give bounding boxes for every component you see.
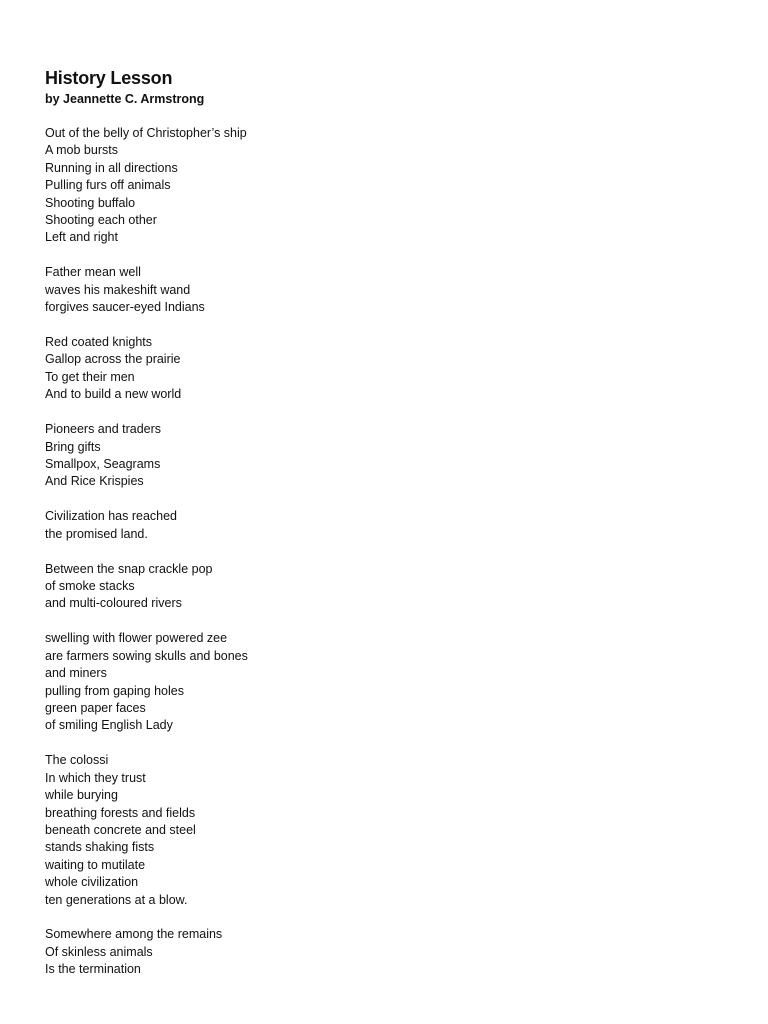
poem-line: forgives saucer-eyed Indians bbox=[45, 300, 205, 315]
poem-line: waiting to mutilate bbox=[45, 857, 146, 872]
poem-line: Gallop across the prairie bbox=[45, 352, 181, 367]
poem-line: And Rice Krispies bbox=[45, 474, 144, 489]
poem-line: are farmers sowing skulls and bones bbox=[45, 648, 248, 663]
poem-line: The colossi bbox=[45, 753, 109, 768]
poem-line: green paper faces bbox=[45, 700, 146, 715]
stanza-3 bbox=[45, 334, 735, 404]
poem-line: Smallpox, Seagrams bbox=[45, 457, 161, 471]
poem-line: swelling with flower powered zee bbox=[45, 631, 228, 646]
poem-line: ten generations at a blow. bbox=[45, 892, 188, 907]
stanza-2 bbox=[45, 264, 735, 316]
poem-line: Red coated knights bbox=[45, 335, 153, 350]
poem-line: Is the termination bbox=[45, 962, 141, 977]
stanza-7 bbox=[45, 630, 735, 734]
poem-line: breathing forests and fields bbox=[45, 805, 196, 820]
poem-title: History Lesson bbox=[45, 68, 173, 88]
stanza-4 bbox=[45, 421, 735, 491]
poem-line: and multi-coloured rivers bbox=[45, 596, 182, 611]
stanza-8 bbox=[45, 752, 735, 909]
stanza-6 bbox=[45, 561, 735, 613]
poem-line: Out of the belly of Christopher’s ship bbox=[45, 126, 247, 140]
poem-line: Shooting each other bbox=[45, 213, 157, 228]
poem-line: stands shaking fists bbox=[45, 840, 155, 855]
document-page bbox=[45, 66, 735, 996]
stanza-1 bbox=[45, 125, 735, 247]
poem-line: the promised land. bbox=[45, 526, 148, 541]
poem-line: waves his makeshift wand bbox=[45, 282, 191, 297]
poem-line: Pulling furs off animals bbox=[45, 178, 171, 193]
poem-line: beneath concrete and steel bbox=[45, 822, 196, 837]
poem-line: of smoke stacks bbox=[45, 579, 135, 594]
poem-line: Between the snap crackle pop bbox=[45, 561, 213, 576]
poem-line: To get their men bbox=[45, 369, 135, 384]
poem-line: Somewhere among the remains bbox=[45, 927, 223, 942]
stanza-9 bbox=[45, 926, 735, 978]
poem-line: while burying bbox=[45, 788, 118, 803]
poem-line: Pioneers and traders bbox=[45, 422, 162, 437]
poem-line: And to build a new world bbox=[45, 387, 182, 402]
stanza-5 bbox=[45, 508, 735, 543]
poem-line: Father mean well bbox=[45, 265, 141, 280]
poem-line: pulling from gaping holes bbox=[45, 683, 184, 698]
poem-line: Running in all directions bbox=[45, 160, 178, 175]
poem-line: In which they trust bbox=[45, 770, 146, 785]
poem-line: A mob bursts bbox=[45, 143, 118, 158]
poem-line: Shooting buffalo bbox=[45, 195, 136, 210]
poem-line: whole civilization bbox=[45, 875, 139, 890]
poem-line: Civilization has reached bbox=[45, 509, 178, 524]
poem-line: and miners bbox=[45, 666, 107, 681]
poem-line: Bring gifts bbox=[45, 439, 101, 454]
poem-line: Of skinless animals bbox=[45, 944, 153, 959]
poem-author: by Jeannette C. Armstrong bbox=[45, 92, 205, 106]
poem-line: Left and right bbox=[45, 230, 118, 245]
poem-line: of smiling English Lady bbox=[45, 718, 173, 733]
